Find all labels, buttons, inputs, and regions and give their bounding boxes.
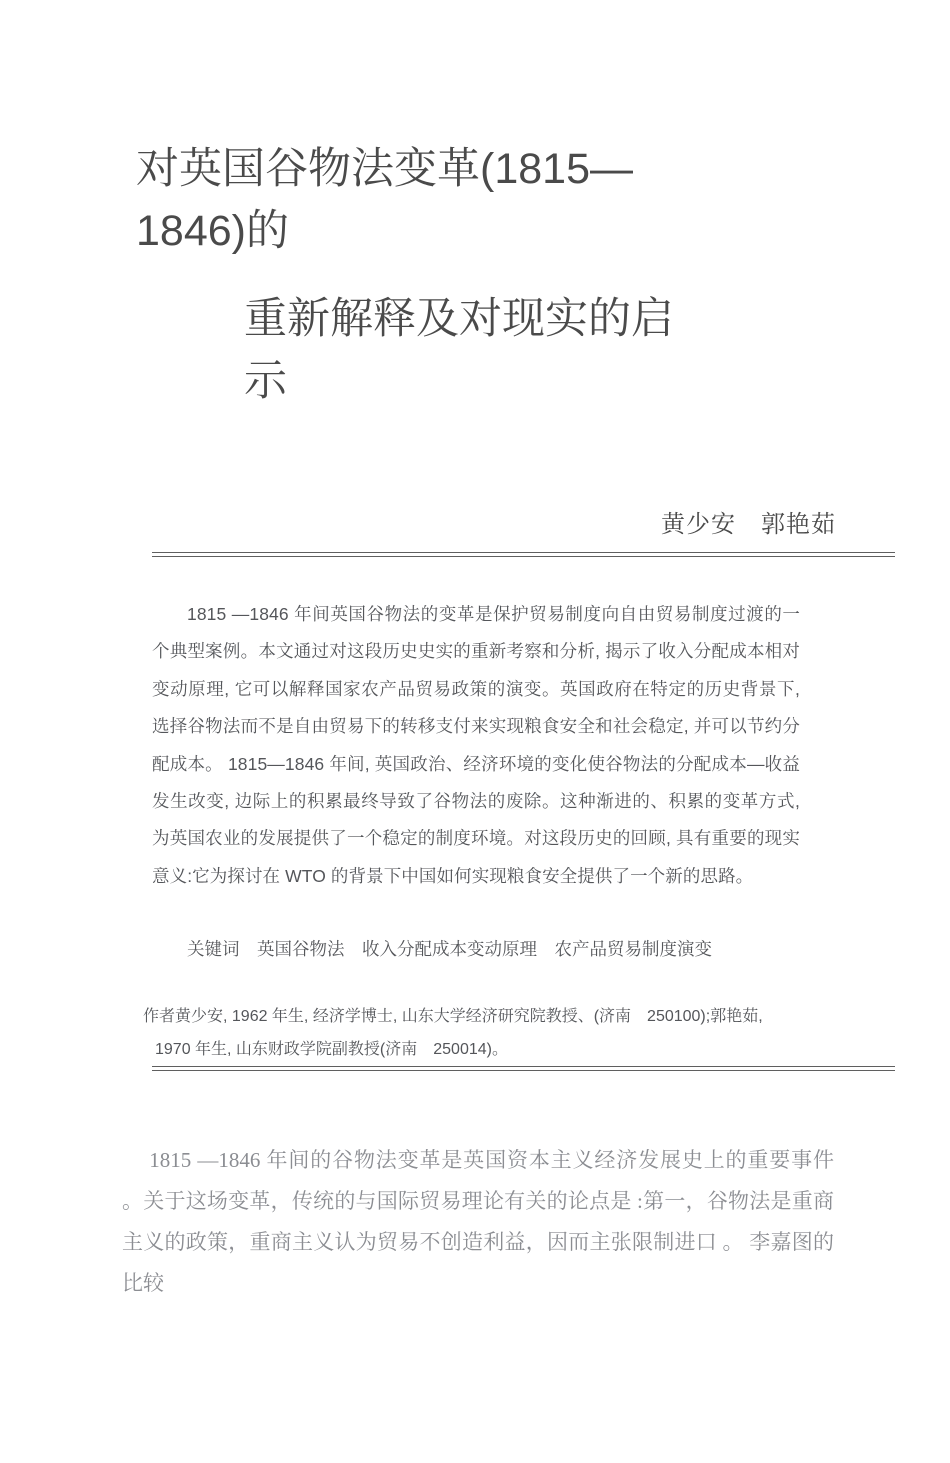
body-text-section: [122, 1140, 834, 1304]
keywords-line: 关键词 英国谷物法 收入分配成本变动原理 农产品贸易制度演变: [187, 939, 712, 959]
author-byline: 黄少安 郭艳茹: [661, 511, 836, 538]
page-subtitle-line-2: 示: [244, 357, 287, 405]
byline-divider-rule: [152, 552, 895, 557]
footnote-divider-rule: [152, 1066, 895, 1071]
author-affiliation-footnote: [143, 1000, 863, 1066]
page-subtitle-line-1: 重新解释及对现实的启: [244, 295, 674, 343]
footnote-line-2: 1970 年生, 山东财政学院副教授(济南 250014)。: [155, 1041, 508, 1058]
footnote-line-1: 作者黄少安, 1962 年生, 经济学博士, 山东大学经济研究院教授、(济南 250100);郭艳茹,: [143, 1008, 763, 1025]
page-title-line-2: 1846)的: [136, 207, 289, 255]
page-title-line-1: 对英国谷物法变革(1815—: [136, 145, 633, 193]
article-title-block: [136, 138, 836, 412]
body-paragraph-1: 1815 —1846 年间的谷物法变革是英国资本主义经济发展史上的重要事件 。关于这场变革，传统的与国际贸易理论有关的论点是 :第一，谷物法是重商主义的政策，重商主义认为贸易不创造利益，因而主张限制进口 。 李嘉图的比较: [122, 1148, 834, 1295]
abstract-paragraph: 1815 —1846 年间英国谷物法的变革是保护贸易制度向自由贸易制度过渡的一个典型案例。本文通过对这段历史史实的重新考察和分析, 揭示了收入分配成本相对变动原理, 它可以解释国家农产品贸易政策的演变。英国政府在特定的历史背景下, 选择谷物法而不是自由贸易下的转移支付来实现粮食安全和社会稳定, 并可以节约分配成本。 1815—1846 年间, 英国政治、经济环境的变化使谷物法的分配成本—收益发生改变, 边际上的积累最终导致了谷物法的废除。这种渐进的、积累的变革方式, 为英国农业的发展提供了一个稳定的制度环境。对这段历史的回顾, 具有重要的现实意义:它为探讨在 WTO 的背景下中国如何实现粮食安全提供了一个新的思路。: [152, 604, 800, 886]
abstract-section: [152, 596, 800, 895]
article-subtitle-block: [136, 288, 836, 412]
